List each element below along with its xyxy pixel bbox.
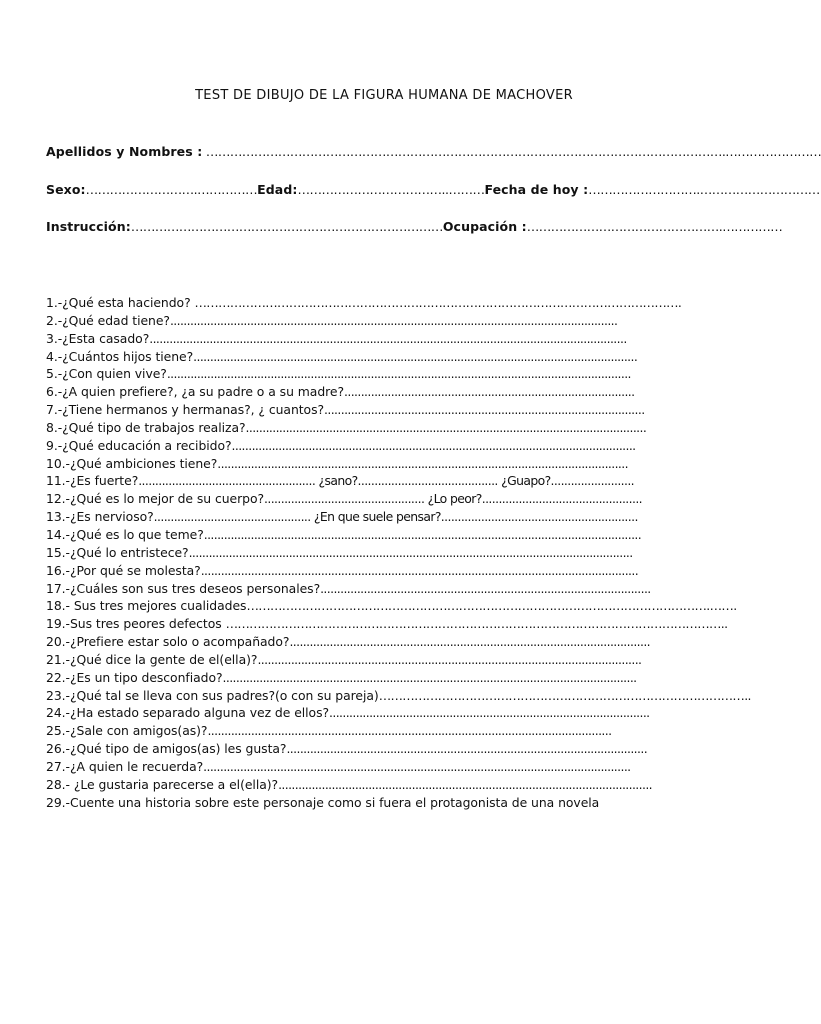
field-apellidos-nombres [46,144,821,159]
question-text: 10.-¿Qué ambiciones tiene? [46,455,218,471]
question-item [46,722,736,740]
question-text: 13.-¿Es nervioso? [46,509,154,525]
question-item [46,472,736,490]
question-text: 26.-¿Qué tipo de amigos(as) les gusta? [46,741,287,757]
answer-blank[interactable]: ............................................................................................................ [286,741,648,757]
answer-blank[interactable]: ……………………………………………………………………………………………………………. [194,295,682,310]
answer-blank[interactable]: ......................................................................................................................... [207,723,612,739]
answer-blank[interactable]: ..................................................................................................................................... [193,348,638,364]
question-text: 27.-¿A quien le recuerda? [46,758,204,774]
question-item [46,294,736,312]
question-item [46,704,736,722]
field-blank-ocupacion[interactable]: ………………………………………….…………… [526,219,783,234]
question-item [46,508,736,526]
question-text: 2.-¿Qué edad tiene? [46,312,170,328]
question-text: 22.-¿Es un tipo desconfiado? [46,669,223,685]
question-item [46,651,736,669]
question-text: 7.-¿Tiene hermanos y hermanas?, ¿ cuantos? [46,402,325,418]
field-label-sexo: Sexo: [46,182,86,197]
question-item [46,740,736,758]
answer-blank[interactable]: ........................................................................................................................ [245,419,647,435]
question-item [46,437,736,455]
field-blank-sexo[interactable]: ……………………….…………… [85,182,258,197]
question-text: 28.- ¿Le gustaria parecerse a el(ella)? [46,776,279,792]
answer-blank[interactable]: ........................................................................................................................................... [166,366,631,382]
question-item [46,597,736,615]
question-item [46,687,751,705]
question-item [46,330,736,348]
answer-blank[interactable]: ...................................................................................................................................... [169,312,618,328]
question-list [46,294,751,811]
answer-blank[interactable]: ................................................ ¿Lo peor?................................................ [264,491,643,507]
question-text: 19.-Sus tres peores defectos [46,616,226,632]
answer-blank[interactable]: ......................................................................................................................... [231,437,636,453]
question-item [46,544,736,562]
answer-blank[interactable]: ........................................................................................................................... [217,455,628,471]
question-item [46,365,736,383]
answer-blank[interactable]: ..................................................... ¿sano?.......................................... ¿Guapo?......................... [138,473,635,489]
question-text: 29.-Cuente una historia sobre este personaje como si fuera el protagonista de una novela [46,794,600,810]
answer-blank[interactable]: ............................................................................................................ [289,634,651,650]
question-text: 15.-¿Qué lo entristece? [46,544,189,560]
question-item [46,312,736,330]
question-item [46,419,736,437]
answer-blank[interactable]: ................................................................................................................................... [203,526,642,542]
question-text: 11.-¿Es fuerte? [46,473,139,489]
field-instruccion-ocupacion [46,219,782,234]
question-item [46,633,736,651]
question-item [46,401,736,419]
answer-blank[interactable]: ……………………………………………………………………………………………………………….. [225,616,728,632]
question-text: 12.-¿Qué es lo mejor de su cuerpo? [46,491,265,507]
question-item [46,383,736,401]
question-item [46,526,736,544]
field-label-instruccion: Instrucción: [46,219,131,234]
field-sexo-edad-fecha [46,182,820,197]
question-item [46,794,736,812]
question-item [46,490,736,508]
answer-blank[interactable]: ………………………………………………………………………………….. [378,687,751,703]
question-item [46,669,736,687]
question-text: 18.- Sus tres mejores cualidades [46,598,247,614]
answer-blank[interactable]: ................................................................................................ [324,402,645,418]
question-text: 16.-¿Por qué se molesta? [46,562,201,578]
answer-blank[interactable]: ............................................... ¿En que suele pensar?........................................................... [153,509,638,525]
question-text: 21.-¿Qué dice la gente de el(ella)? [46,651,258,667]
question-text: 23.-¿Qué tal se lleva con sus padres?(o con su pareja) [46,687,379,703]
question-text: 24.-¿Ha estado separado alguna vez de ellos? [46,705,330,721]
question-text: 1.-¿Qué esta haciendo? [46,295,195,310]
answer-blank[interactable]: ................................................................................................................ [278,776,653,792]
field-blank-instruccion[interactable]: …………………………………………………………………… [130,219,443,234]
question-item [46,580,736,598]
question-text: 8.-¿Qué tipo de trabajos realiza? [46,419,246,435]
question-text: 4.-¿Cuántos hijos tiene? [46,348,194,364]
answer-blank[interactable]: ............................................................................................................................................... [149,330,627,346]
answer-blank[interactable]: ................................................................................................................... [257,651,642,667]
answer-blank[interactable]: ....................................................................................... [344,384,635,400]
field-label-ocupacion: Ocupación : [442,219,527,234]
answer-blank[interactable]: ................................................................................................................................ [203,758,631,774]
answer-blank[interactable]: ................................................................................................... [320,580,651,596]
field-blank-fecha[interactable]: ……………………….………………………… [588,182,820,197]
question-item [46,562,736,580]
question-item [46,776,736,794]
question-text: 20.-¿Prefiere estar solo o acompañado? [46,634,290,650]
answer-blank[interactable]: ................................................................................................ [329,705,650,721]
field-label-fecha: Fecha de hoy : [484,182,589,197]
question-item [46,758,736,776]
question-text: 17.-¿Cuáles son sus tres deseos personales? [46,580,321,596]
question-text: 14.-¿Qué es lo que teme? [46,526,204,542]
question-text: 3.-¿Esta casado? [46,330,150,346]
field-blank-edad[interactable]: ………………………………..……… [297,182,485,197]
question-item [46,455,736,473]
answer-blank[interactable]: ............................................................................................................................ [222,669,637,685]
question-text: 9.-¿Qué educación a recibido? [46,437,232,453]
question-text: 25.-¿Sale con amigos(as)? [46,723,208,739]
field-label-nombres: Apellidos y Nombres : [46,144,203,159]
question-text: 6.-¿A quien prefiere?, ¿a su padre o a su madre? [46,384,345,400]
answer-blank[interactable]: ……………………………………………………………………………………………………….……. [246,598,737,614]
field-blank-nombres[interactable]: ………………………………………………………………………………………………………………….…………………… [202,144,821,159]
question-text: 5.-¿Con quien vive? [46,366,167,382]
question-item [46,348,736,366]
question-item [46,615,736,633]
field-label-edad: Edad: [257,182,298,197]
document-title: TEST DE DIBUJO DE LA FIGURA HUMANA DE MACHOVER [195,88,573,103]
answer-blank[interactable]: ..................................................................................................................................... [188,544,633,560]
answer-blank[interactable]: ................................................................................................................................... [200,562,639,578]
